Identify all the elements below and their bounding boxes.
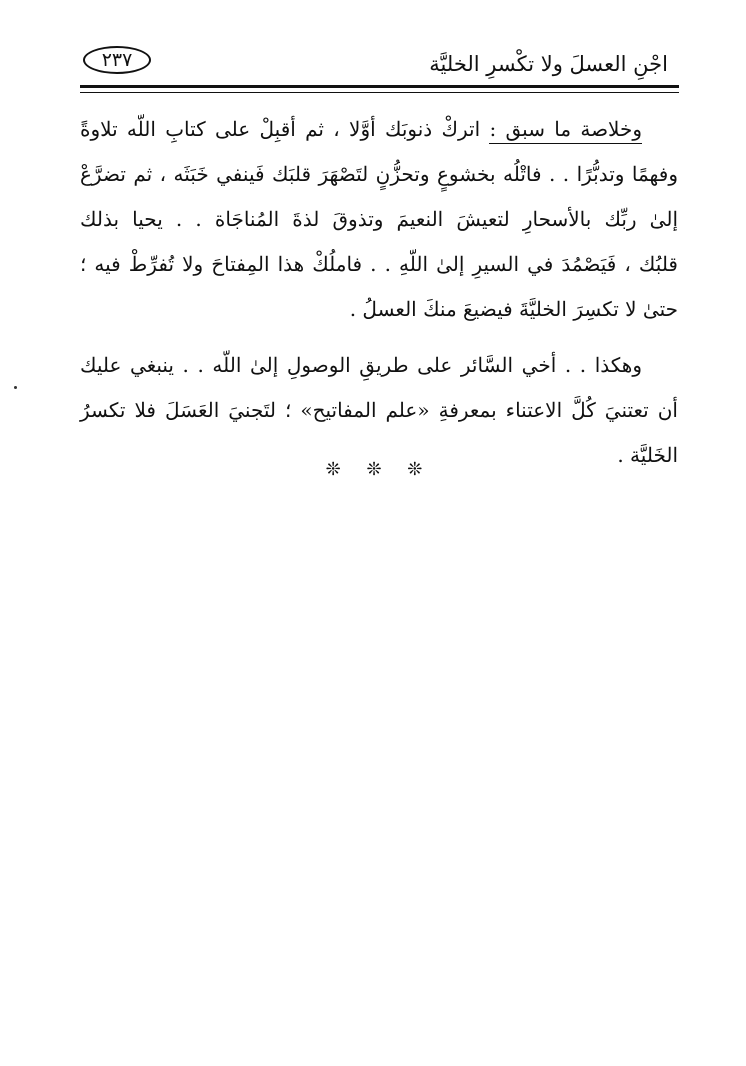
header-rule-thin: [80, 92, 679, 93]
asterism-ornament-icon: ❊: [366, 459, 392, 480]
paragraph-2-line-3: الخَليَّة .: [617, 443, 678, 467]
paragraph-1-line-1-rest: اتركْ ذنوبَك أوَّلا ، ثم أقبِلْ على كتابِ اللّه تلاوةً: [80, 117, 490, 141]
header-rule-thick: [80, 85, 679, 88]
summary-lead-underlined: وخلاصة ما سبق :: [489, 117, 642, 144]
paragraph-1-line-1: [80, 107, 678, 152]
asterism-ornament-icon: ❊: [325, 459, 351, 480]
paragraph-1-line-4: قلبُك ، فَيَصْمُدَ في السيرِ إلىٰ اللّهِ . . فاملُكْ هذا المِفتاحَ ولا تُفرِّطْ فيه ؛: [80, 252, 678, 276]
paragraph-1-line-3: إلىٰ ربِّك بالأسحارِ لتعيشَ النعيمَ وتذوقَ لذةَ المُناجَاة . . يحيا بذلك: [80, 207, 678, 231]
asterism-ornament-icon: ❊: [407, 459, 433, 480]
section-end-ornaments: [80, 458, 678, 482]
paragraph-2-line-1: وهكذا . . أخي السَّائر على طريقِ الوصولِ إلىٰ اللّه . . ينبغي عليك: [80, 353, 642, 377]
page-number-badge: [83, 46, 151, 74]
paragraph-1: [80, 107, 678, 332]
page-number: ٢٣٧: [101, 48, 133, 71]
paragraph-2-line-2: أن تعتنيَ كُلَّ الاعتناء بمعرفةِ «علم المفاتيح» ؛ لتَجنيَ العَسَلَ فلا تكسرُ: [80, 398, 678, 422]
paragraph-1-line-5: حتىٰ لا تكسِرَ الخليَّةَ فيضيعَ منكَ العسلُ .: [349, 297, 678, 321]
scan-speck: [14, 386, 17, 389]
running-title: اجْنِ العسلَ ولا تكْسرِ الخليَّة: [429, 52, 668, 76]
paragraph-1-line-2: وفهمًا وتدبُّرًا . . فاتْلُه بخشوعٍ وتحزُّنٍ لتَصْهَرَ قلبَك فَينفي خَبَثَه ، ثم تضرَّعْ: [80, 162, 678, 186]
